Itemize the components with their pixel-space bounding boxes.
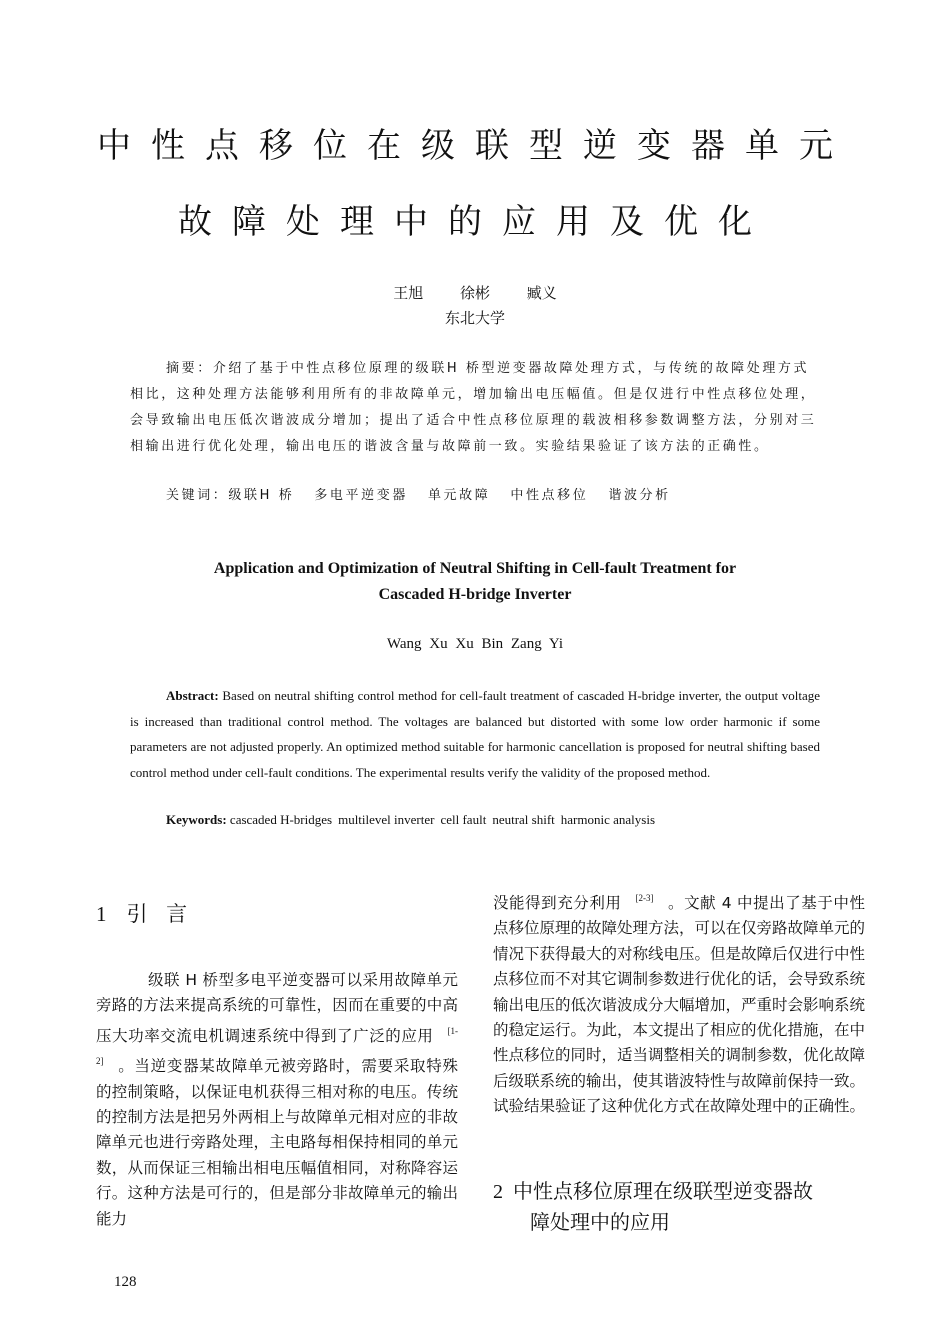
keyword-cn: 多电平逆变器 <box>314 488 408 503</box>
abstract-cn-text: 介绍了基于中性点移位原理的级联H 桥型逆变器故障处理方式，与传统的故障处理方式相比，这种处理方法能够利用所有的非故障单元，增加输出电压幅值。但是仅进行中性点移位处理，会导致输出电压低次谐波成分增加；提出了适合中性点移位原理的载波相移参数调整方法，分别对三相输出进行优化处理，输出电压的谐波含量与故障前一致。实验结果验证了该方法的正确性。 <box>130 361 817 454</box>
intro-text-d: 。文献 4 中提出了基于中性点移位原理的故障处理方法，可以在仅旁路故障单元的情况下获得最大的对称线电压。但是故障后仅进行中性点移位而不对其它调制参数进行优化的话，会导致系统输出电压的低次谐波成分大幅增加，严重时会影响系统的稳定运行。为此，本文提出了相应的优化措施，在中性点移位的同时，适当调整相关的调制参数，优化故障后级联系统的输出，使其谐波特性与故障前保持一致。试验结果验证了这种优化方式在故障处理中的正确性。 <box>493 894 866 1116</box>
title-cn-line2: 故障处理中的应用及优化 <box>178 202 772 242</box>
title-cn-line1: 中性点移位在级联型逆变器单元 <box>97 126 853 166</box>
title-en-line1: Application and Optimization of Neutral Shifting in Cell-fault Treatment for <box>213 560 737 577</box>
affiliation-cn: 东北大学 <box>444 309 505 327</box>
keyword-en: harmonic analysis <box>560 812 656 827</box>
author-cn: 王旭 <box>393 284 424 302</box>
keyword-en: neutral shift <box>492 812 555 827</box>
section2-title-line1: 中性点移位原理在级联型逆变器故 <box>513 1179 813 1203</box>
author-cn: 臧义 <box>526 284 557 302</box>
citation: [2-3] <box>635 893 654 903</box>
section2-title-line2: 障处理中的应用 <box>530 1210 670 1234</box>
title-en-line2: Cascaded H-bridge Inverter <box>378 586 572 603</box>
section2-number: 2 <box>493 1181 503 1203</box>
keyword-en: cascaded H-bridges <box>229 812 333 827</box>
abstract-en-label: Abstract: <box>166 688 219 703</box>
keywords-en-label: Keywords: <box>166 812 227 827</box>
keyword-cn: 单元故障 <box>427 488 491 503</box>
abstract-en <box>130 683 820 785</box>
intro-text-c: 没能得到充分利用 <box>493 894 622 912</box>
author-cn: 徐彬 <box>459 284 490 302</box>
section1-title: 引 言 <box>126 902 194 926</box>
keywords-en <box>166 812 820 828</box>
keywords-cn <box>166 484 820 503</box>
intro-paragraph-left <box>96 968 458 1232</box>
keyword-cn: 中性点移位 <box>510 488 589 503</box>
section1-number: 1 <box>96 902 113 926</box>
section2-heading <box>493 1176 873 1237</box>
keywords-cn-label: 关键词： <box>166 488 229 503</box>
keyword-en: multilevel inverter <box>338 812 435 827</box>
citation: [1-2] <box>96 1025 458 1067</box>
intro-paragraph-right <box>493 886 865 1120</box>
abstract-en-text: Based on neutral shifting control method for cell-fault treatment of cascaded H-bridge inverter, the output voltage is increased than traditional control method. The voltages are balanced but distorted with some low order harmonic if some parameters are not adjusted properly. An optimized method suitable for harmonic cancellation is proposed for neutral shifting based control method under cell-fault conditions. The experimental results verify the validity of the proposed method. <box>130 688 821 780</box>
keyword-cn: 谐波分析 <box>608 488 671 503</box>
keyword-en: cell fault <box>440 812 487 827</box>
intro-text-b: 。当逆变器某故障单元被旁路时，需要采取特殊的控制策略，以保证电机获得三相对称的电压。传统的控制方法是把另外两相上与故障单元相对应的非故障单元也进行旁路处理，主电路每相保持相同的单元数，从而保证三相输出相电压幅值相同，对称降容运行。这种方法是可行的，但是部分非故障单元的输出能力 <box>96 1057 458 1228</box>
page-number: 128 <box>114 1274 137 1290</box>
authors-cn <box>0 282 950 303</box>
abstract-cn-label: 摘要： <box>166 361 213 376</box>
abstract-cn <box>130 356 820 460</box>
authors-en: Wang Xu Xu Bin Zang Yi <box>386 636 564 652</box>
keyword-cn: 级联H 桥 <box>228 488 295 503</box>
section1-heading <box>96 898 193 928</box>
intro-text-a: 级联 H 桥型多电平逆变器可以采用故障单元旁路的方法来提高系统的可靠性，因而在重要的中高压大功率交流电机调速系统中得到了广泛的应用 <box>96 971 458 1045</box>
